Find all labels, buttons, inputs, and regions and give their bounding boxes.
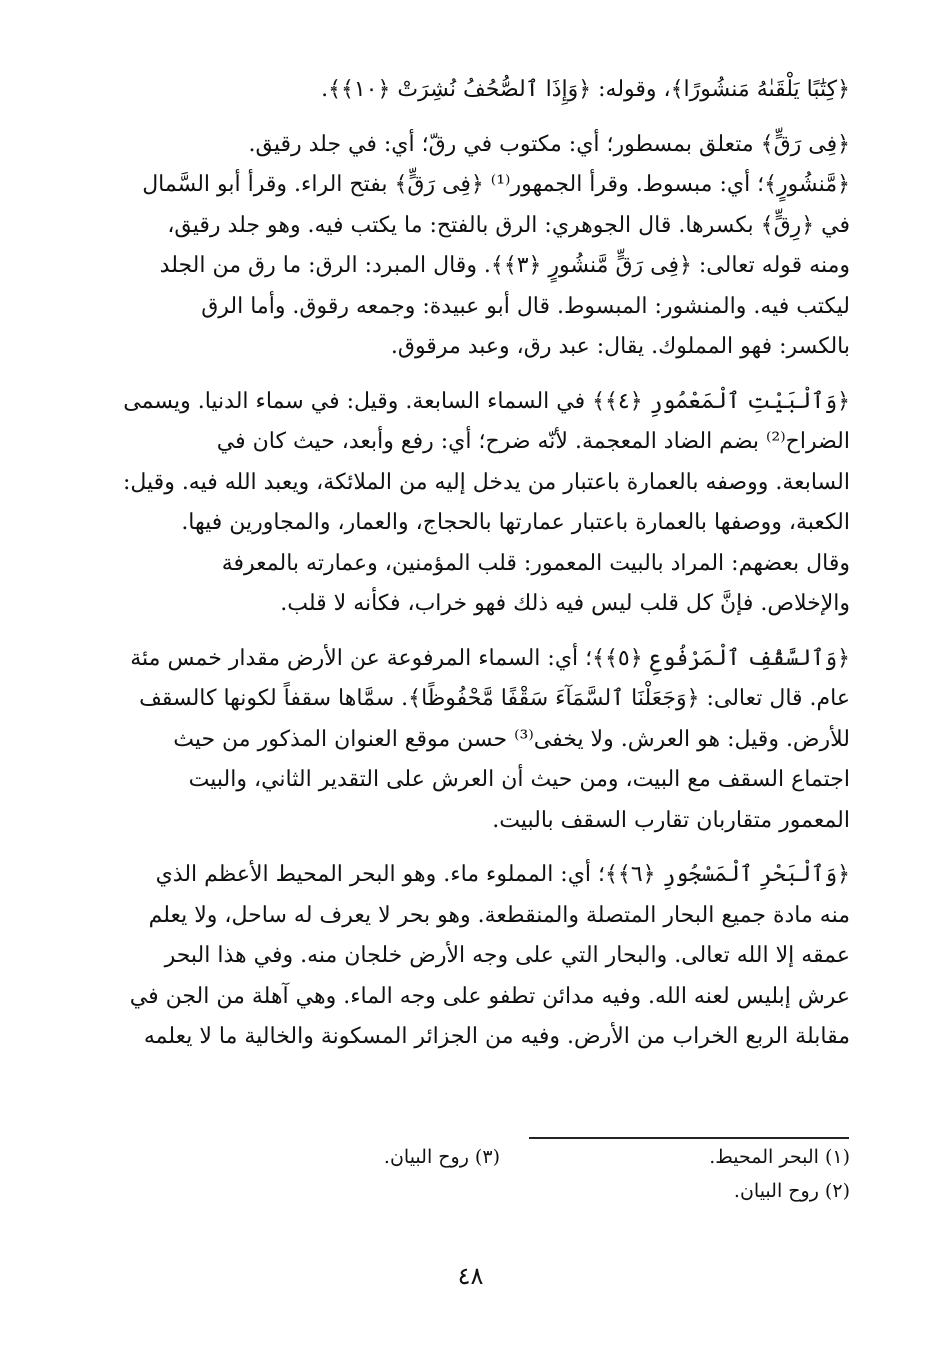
text-line: عام. قال تعالى: ﴿وَجَعَلْنَا ٱلسَّمَآءَ سَقْفًا مَّحْفُوظًا﴾. سمَّاها سقفاً لكونها كالسقف xyxy=(139,686,850,711)
text-line: ﴿مَّنشُورٍ﴾؛ أي: مبسوط. وقرأ الجمهور⁽¹⁾ ﴿فِى رَقٍّ﴾ بفتح الراء. وقرأ أبو السَّمال xyxy=(142,172,850,197)
text-line: عرش إبليس لعنه الله. وفيه مدائن تطفو على وجه الماء. وهي آهلة من الجن في xyxy=(129,983,850,1009)
text-line: الضراح⁽²⁾ بضم الضاد المعجمة. لأنّه ضرح؛ أي: رفع وأبعد، حيث كان في xyxy=(216,429,850,454)
page-body xyxy=(72,70,850,1072)
text-line: عمقه إلا الله تعالى. والبحار التي على وجه الأرض خلجان منه. وفي هذا البحر xyxy=(164,943,850,968)
paragraph-bayt-mamur xyxy=(72,382,850,625)
text-line: ليكتب فيه. والمنشور: المبسوط. قال أبو عبيدة: وجمعه رقوق. وأما الرق xyxy=(201,293,850,319)
page-number: ٤٨ xyxy=(457,1262,484,1290)
text-line: الكعبة، ووصفها بالعمارة باعتبار عمارتها بالحجاج، والعمار، والمجاورين فيها. xyxy=(181,510,850,535)
text-line: ﴿كِتَٰبًا يَلْقَىٰهُ مَنشُورًا﴾، وقوله: ﴿وَإِذَا ٱلصُّحُفُ نُشِرَتْ ﴿١٠﴾﴾. xyxy=(321,77,850,102)
text-line: المعمور متقاربان تقارب السقف بالبيت. xyxy=(492,807,850,833)
text-line: ﴿وَٱلسَّقْفِ ٱلْمَرْفُوعِ ﴿٥﴾﴾؛ أي: السماء المرفوعة عن الأرض مقدار خمس مئة xyxy=(130,645,850,671)
text-line: اجتماع السقف مع البيت، ومن حيث أن العرش على التقدير الثاني، والبيت xyxy=(188,767,850,792)
footnote-row xyxy=(72,1140,850,1174)
text-line: ومنه قوله تعالى: ﴿فِى رَقٍّ مَّنشُورٍ ﴿٣﴾﴾. وقال المبرد: الرق: ما رق من الجلد xyxy=(159,253,850,278)
footnote-1: (١) البحر المحيط. xyxy=(709,1146,850,1168)
text-line: مقابلة الربع الخراب من الأرض. وفيه من الجزائر المسكونة والخالية ما لا يعلمه xyxy=(143,1024,850,1049)
footnote-divider xyxy=(529,1137,849,1139)
paragraph-intro xyxy=(72,70,850,111)
footnote-3: (٣) روح البيان. xyxy=(383,1146,500,1168)
text-line: السابعة. ووصفه بالعمارة باعتبار من يدخل إليه من الملائكة، ويعبد الله فيه. وقيل: xyxy=(122,469,850,495)
text-line: للأرض. وقيل: هو العرش. ولا يخفى⁽³⁾ حسن موقع العنوان المذكور من حيث xyxy=(173,726,850,752)
paragraph-bahr xyxy=(72,855,850,1058)
footnote-2: (٢) روح البيان. xyxy=(733,1180,850,1202)
text-line: ﴿وَٱلْبَيْتِ ٱلْمَعْمُورِ ﴿٤﴾﴾ في السماء السابعة. وقيل: في سماء الدنيا. ويسمى xyxy=(123,388,850,414)
text-line: والإخلاص. فإنَّ كل قلب ليس فيه ذلك فهو خراب، فكأنه لا قلب. xyxy=(280,591,850,616)
text-line: في ﴿رِقٍّ﴾ بكسرها. قال الجوهري: الرق بالفتح: ما يكتب فيه. وهو جلد رقيق، xyxy=(167,212,850,238)
text-line: منه مادة جميع البحار المتصلة والمنقطعة. وهو بحر لا يعرف له ساحل، ولا يعلم xyxy=(148,902,850,928)
text-line: ﴿وَٱلْبَحْرِ ٱلْمَسْجُورِ ﴿٦﴾﴾؛ أي: المملوء ماء. وهو البحر المحيط الأعظم الذي xyxy=(155,862,850,887)
text-line: بالكسر: فهو المملوك. يقال: عبد رق، وعبد مرقوق. xyxy=(390,334,850,359)
footnote-row xyxy=(72,1174,850,1208)
paragraph-saqf xyxy=(72,639,850,842)
text-line: ﴿فِى رَقٍّ﴾ متعلق بمسطور؛ أي: مكتوب في رقّ؛ أي: في جلد رقيق. xyxy=(248,131,850,157)
paragraph-raqq xyxy=(72,125,850,368)
text-line: وقال بعضهم: المراد بالبيت المعمور: قلب المؤمنين، وعمارته بالمعرفة xyxy=(221,550,850,576)
footnotes xyxy=(72,1140,850,1208)
